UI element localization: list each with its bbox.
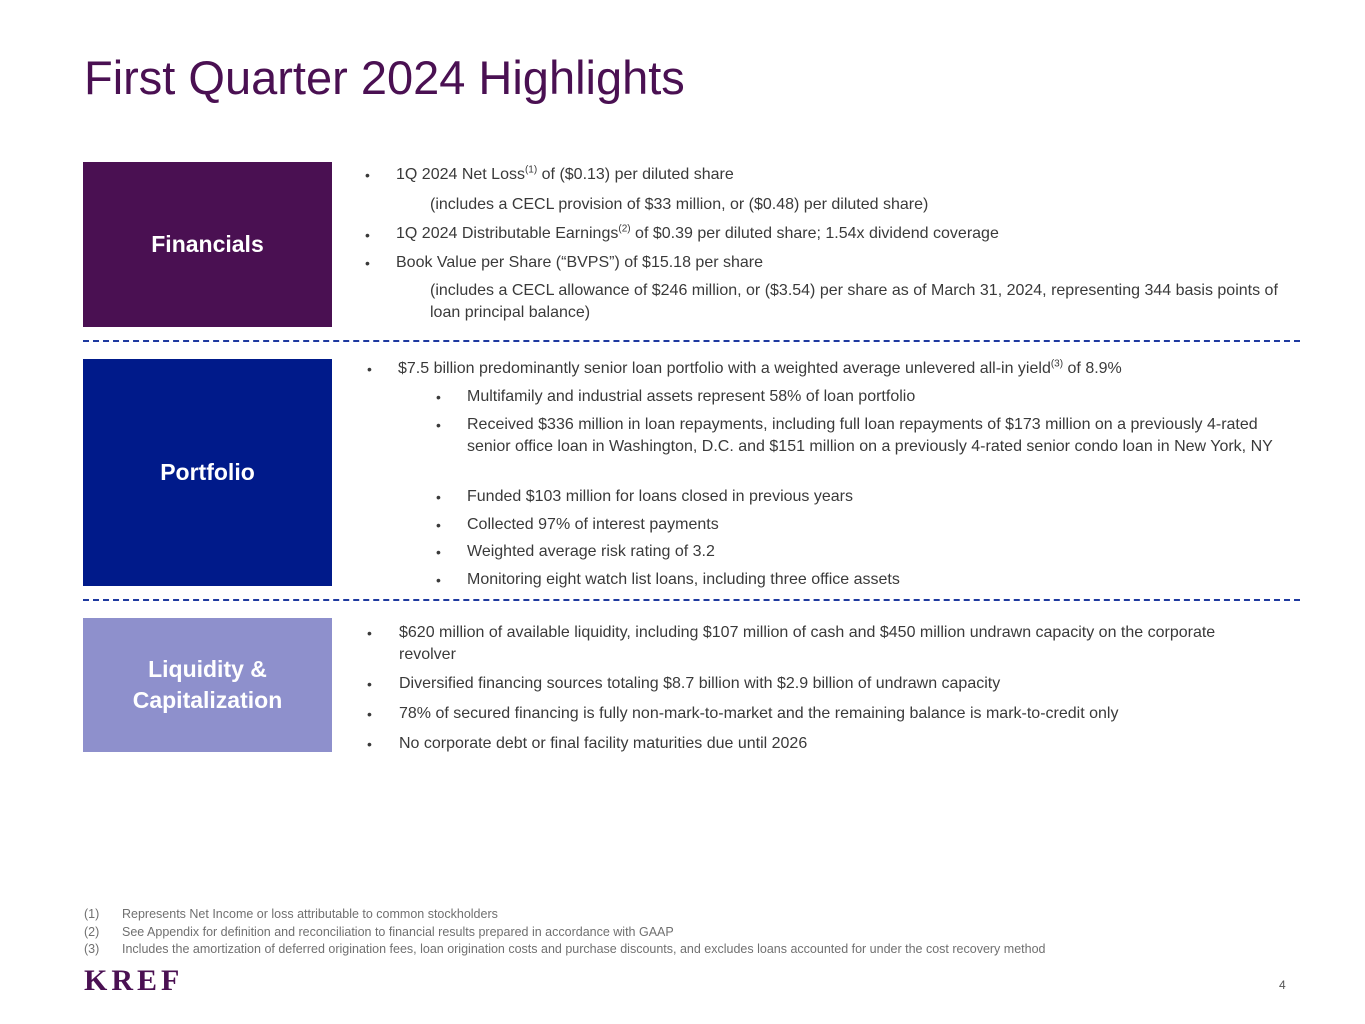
section-divider — [83, 340, 1300, 342]
text-fragment: of $0.39 per diluted share; 1.54x dividend coverage — [630, 225, 999, 242]
portfolio-item: Weighted average risk rating of 3.2 — [467, 543, 715, 560]
bullet-icon: • — [367, 706, 372, 722]
bullet-icon: • — [436, 517, 441, 533]
financials-net-loss-detail: (includes a CECL provision of $33 million, or ($0.48) per diluted share) — [430, 196, 929, 213]
portfolio-item: Monitoring eight watch list loans, including three office assets — [467, 571, 900, 588]
footnote — [84, 906, 1045, 924]
footnote-text: Includes the amortization of deferred origination fees, loan origination costs and purchase discounts, and excludes loans accounted for under the cost recovery method — [122, 942, 1046, 956]
liquidity-item: $620 million of available liquidity, including $107 million of cash and $450 million undrawn capacity on the corporate revolver — [399, 624, 1216, 663]
footnote-number: (1) — [84, 907, 100, 921]
liquidity-item: 78% of secured financing is fully non-mark-to-market and the remaining balance is mark-to-credit only — [399, 705, 1119, 722]
bullet-icon: • — [365, 227, 370, 243]
portfolio-label-box — [83, 359, 332, 586]
footnote — [84, 941, 1045, 959]
bullet-icon: • — [367, 736, 372, 752]
bullet-icon: • — [367, 361, 372, 377]
kref-logo: KREF — [84, 964, 184, 997]
footnote-text: See Appendix for definition and reconciliation to financial results prepared in accordance with GAAP — [122, 924, 674, 939]
financials-label: Financials — [151, 231, 264, 257]
bullet-icon: • — [367, 676, 372, 692]
financials-label-box — [83, 162, 332, 327]
text-fragment: of ($0.13) per diluted share — [537, 166, 734, 183]
liquidity-label-box — [83, 618, 332, 752]
bullet-icon: • — [367, 625, 372, 641]
text-fragment: 1Q 2024 Net Loss — [396, 166, 525, 183]
text-fragment: of 8.9% — [1063, 360, 1122, 377]
bullet-icon: • — [436, 417, 441, 433]
financials-bvps-detail: (includes a CECL allowance of $246 million, or ($3.54) per share as of March 31, 2024, representing 344 basis points of loan principal balance) — [430, 282, 1278, 321]
liquidity-label-line2: Capitalization — [132, 687, 283, 713]
footnote-number: (2) — [84, 924, 100, 939]
portfolio-item: Multifamily and industrial assets represent 58% of loan portfolio — [467, 388, 916, 405]
footnote-ref: (1) — [524, 164, 538, 176]
bullet-icon: • — [365, 255, 370, 271]
footnote-ref: (2) — [618, 223, 631, 235]
footnote — [84, 924, 1045, 942]
portfolio-summary — [398, 358, 1298, 380]
bullet-icon: • — [436, 489, 441, 505]
footnote-number: (3) — [84, 942, 100, 956]
portfolio-item: Received $336 million in loan repayments, including full loan repayments of $173 million on a previously 4-rated senior office loan in Washington, D.C. and $151 million on a previously 4-rated senior condo loan in New York, NY — [467, 416, 1273, 455]
financials-distributable-earnings — [396, 223, 1276, 245]
page-number: 4 — [1279, 978, 1286, 992]
bullet-icon: • — [436, 544, 441, 560]
bullet-icon: • — [436, 572, 441, 588]
portfolio-item: Funded $103 million for loans closed in previous years — [467, 488, 853, 505]
text-fragment: $7.5 billion predominantly senior loan portfolio with a weighted average unlevered all-in yield — [398, 360, 1051, 377]
liquidity-label-line1: Liquidity & — [148, 656, 267, 682]
bullet-icon: • — [365, 167, 370, 183]
bullet-icon: • — [436, 389, 441, 405]
page-title: First Quarter 2024 Highlights — [84, 51, 685, 104]
text-fragment: 1Q 2024 Distributable Earnings — [396, 225, 619, 242]
section-divider — [83, 599, 1300, 601]
liquidity-item: No corporate debt or final facility maturities due until 2026 — [399, 735, 808, 752]
financials-bvps: Book Value per Share (“BVPS”) of $15.18 per share — [396, 254, 764, 271]
footnote-text: Represents Net Income or loss attributable to common stockholders — [122, 907, 498, 921]
financials-net-loss — [396, 164, 1276, 186]
footnotes — [84, 906, 1045, 959]
footnote-ref: (3) — [1050, 358, 1064, 370]
portfolio-label: Portfolio — [160, 459, 255, 485]
portfolio-item: Collected 97% of interest payments — [467, 516, 719, 533]
liquidity-item: Diversified financing sources totaling $8.7 billion with $2.9 billion of undrawn capacity — [399, 675, 1001, 692]
